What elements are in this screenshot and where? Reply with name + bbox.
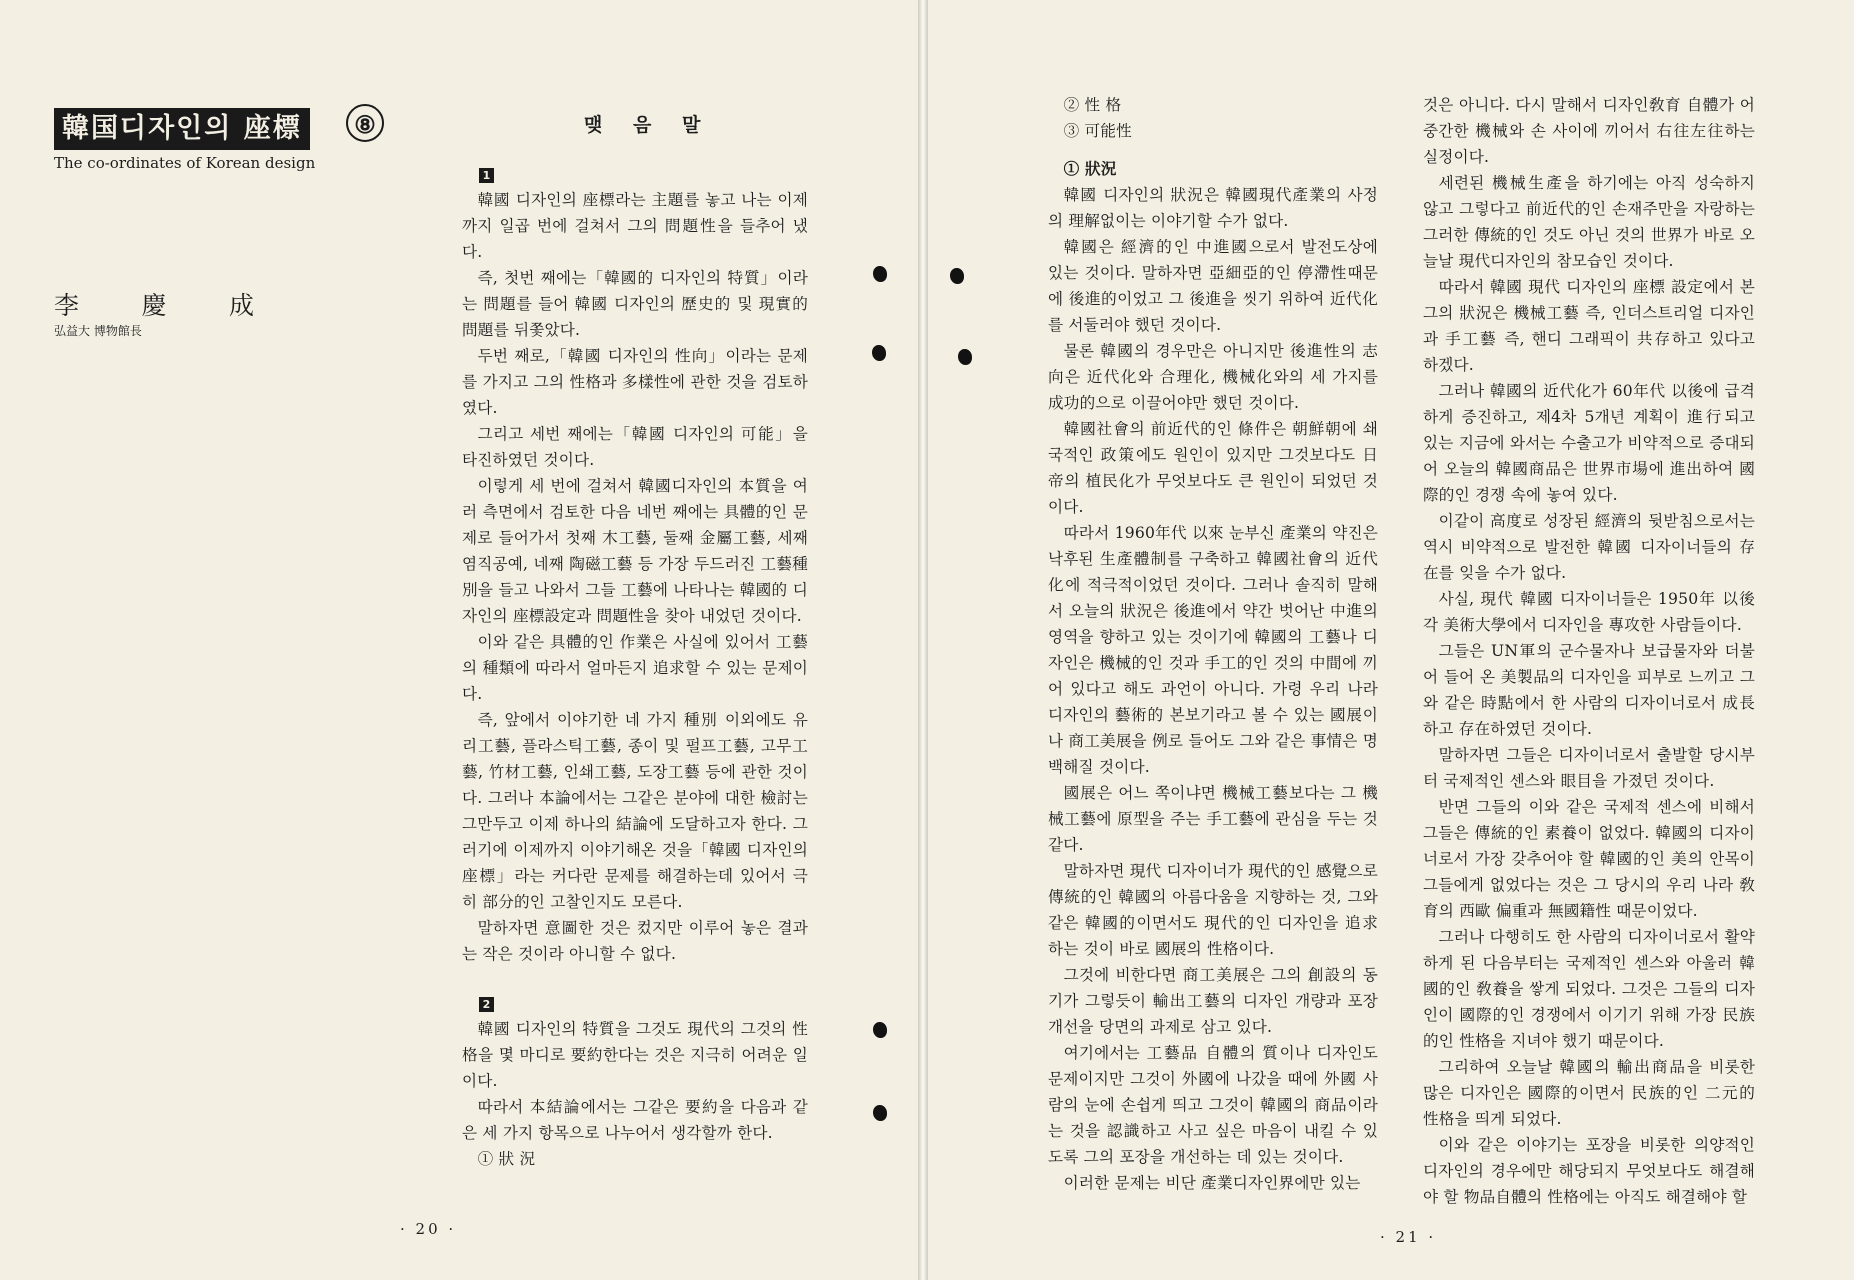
- punch-hole: [958, 349, 972, 365]
- paragraph: 말하자면 意圖한 것은 컸지만 이루어 놓은 결과는 작은 것이라 아니할 수 없다.: [462, 919, 808, 963]
- author-name-char: 李: [54, 291, 80, 320]
- english-subtitle: The co-ordinates of Korean design: [54, 154, 316, 172]
- paragraph: 것은 아니다. 다시 말해서 디자인敎育 自體가 어중간한 機械와 손 사이에 끼어서 右往左往하는 실정이다.: [1423, 96, 1755, 166]
- paragraph: 韓國은 經濟的인 中進國으로서 발전도상에 있는 것이다. 말하자면 亞細亞的인 停滯性때문에 後進的이었고 그 後進을 씻기 위하여 近代化를 서둘러야 했던 것이다.: [1048, 238, 1378, 334]
- subheading: ① 狀況: [1063, 159, 1117, 178]
- paragraph: 이와 같은 이야기는 포장을 비롯한 의양적인 디자인의 경우에만 해당되지 무엇보다도 해결해야 할 物品自體의 性格에는 아직도 해결해야 할: [1423, 1136, 1755, 1206]
- list-item: ② 性 格: [1063, 96, 1122, 114]
- paragraph: 이러한 문제는 비단 產業디자인界에만 있는: [1063, 1174, 1361, 1192]
- punch-hole: [872, 345, 886, 361]
- author-name-char: 成: [228, 291, 254, 320]
- paragraph: 즉, 앞에서 이야기한 네 가지 種別 이외에도 유리工藝, 플라스틱工藝, 종이 및 펄프工藝, 고무工藝, 竹材工藝, 인쇄工藝, 도장工藝 등에 관한 것이다. 그러나 本論에서는 그같은 분야에 대한 檢討는 그만두고 이제 하나의 結論에 도달하고자 한다. 그러기에 이제까지 이야기해온 것을「韓國 디자인의 座標」라는 커다란 문제를 해결하는데 있어서 극히 部分的인 고찰인지도 모른다.: [462, 711, 808, 911]
- paragraph: 여기에서는 工藝品 自體의 質이나 디자인도 문제이지만 그것이 外國에 나갔을 때에 外國 사람의 눈에 손쉽게 띄고 그것이 韓國의 商品이라는 것을 認識하고 사고 싶은 마음이 내킬 수 있도록 그의 포장을 개선하는 데 있는 것이다.: [1048, 1044, 1378, 1166]
- paragraph: 두번 째로,「韓國 디자인의 性向」이라는 문제를 가지고 그의 性格과 多樣性에 관한 것을 검토하였다.: [462, 347, 808, 417]
- paragraph: 세련된 機械生產을 하기에는 아직 성숙하지 않고 그렇다고 前近代的인 손재주만을 자랑하는 그러한 傳統的인 것도 아닌 것의 世界가 바로 오늘날 現代디자인의 참모습인 것이다.: [1423, 174, 1755, 270]
- paragraph: 즉, 첫번 째에는「韓國的 디자인의 特質」이라는 問題를 들어 韓國 디자인의 歷史的 및 現實的 問題를 뒤쫓았다.: [462, 269, 808, 339]
- section-heading: 맺 음 말: [584, 114, 713, 136]
- punch-hole: [873, 266, 887, 282]
- binding-gutter: [918, 0, 928, 1280]
- paragraph: 韓國社會의 前近代的인 條件은 朝鮮朝에 쇄국적인 政策에도 원인이 있지만 그것보다도 日帝의 植民化가 무엇보다도 큰 원인이 되었던 것이다.: [1048, 420, 1378, 516]
- paragraph: 따라서 本結論에서는 그같은 要約을 다음과 같은 세 가지 항목으로 나누어서 생각할까 한다.: [462, 1098, 808, 1142]
- paragraph: 그리고 세번 째에는「韓國 디자인의 可能」을 타진하였던 것이다.: [462, 425, 808, 469]
- left-text-column: [462, 166, 808, 1172]
- paragraph: 사실, 現代 韓國 디자이너들은 1950年 以後 각 美術大學에서 디자인을 專攻한 사람들이다.: [1423, 590, 1755, 634]
- paragraph: 이와 같은 具體的인 作業은 사실에 있어서 工藝의 種類에 따라서 얼마든지 追求할 수 있는 문제이다.: [462, 633, 808, 703]
- paragraph: 그러나 다행히도 한 사람의 디자이너로서 활약하게 된 다음부터는 국제적인 센스와 아울러 韓國的인 敎養을 쌓게 되었다. 그것은 그들의 디자인이 國際的인 경쟁에서 이기기 위해 가장 民族的인 性格을 지녀야 했기 때문이다.: [1423, 928, 1755, 1050]
- paragraph: 반면 그들의 이와 같은 국제적 센스에 비해서 그들은 傳統的인 素養이 없었다. 韓國의 디자이너로서 가장 갖추어야 할 韓國的인 美의 안목이 그들에게 없었다는 것은 그 당시의 우리 나라 敎育의 西歐 偏重과 無國籍性 때문이었다.: [1423, 798, 1755, 920]
- paragraph: 그러나 韓國의 近代化가 60年代 以後에 급격하게 증진하고, 제4차 5개년 계획이 進行되고 있는 지금에 와서는 수출고가 비약적으로 증대되어 오늘의 韓國商品은 世界市場에 進出하여 國際的인 경쟁 속에 놓여 있다.: [1423, 382, 1755, 504]
- author-name-char: 慶: [141, 291, 167, 320]
- punch-hole: [950, 268, 964, 284]
- punch-hole: [873, 1105, 887, 1121]
- paragraph: 말하자면 그들은 디자이너로서 출발할 당시부터 국제적인 센스와 眼目을 가졌던 것이다.: [1423, 746, 1755, 790]
- paragraph: 韓國 디자인의 座標라는 主題를 놓고 나는 이제까지 일곱 번에 걸쳐서 그의 問題性을 들추어 냈다.: [462, 191, 808, 261]
- paragraph: 따라서 1960年代 以來 눈부신 產業의 약진은 낙후된 生產體制를 구축하고 韓國社會의 近代化에 적극적이었던 것이다. 그러나 솔직히 말해서 오늘의 狀況은 後進에서 약간 벗어난 中進의 영역을 향하고 있는 것이기에 韓國의 工藝나 디자인은 機械的인 것과 手工的인 것의 中間에 끼어 있다고 해도 과언이 아니다. 가령 우리 나라 디자인의 藝術的 본보기라고 볼 수 있는 國展이나 商工美展을 例로 들어도 그와 같은 事情은 명백해질 것이다.: [1048, 524, 1378, 776]
- series-number-badge: ⑧: [346, 104, 384, 142]
- left-page: [0, 0, 918, 1280]
- right-text-column-2: [1423, 92, 1755, 1210]
- paragraph: 韓國 디자인의 狀況은 韓國現代產業의 사정의 理解없이는 이야기할 수가 없다.: [1048, 186, 1378, 230]
- paragraph: 그것에 비한다면 商工美展은 그의 創設의 동기가 그렇듯이 輸出工藝의 디자인 개량과 포장 개선을 당면의 과제로 삼고 있다.: [1048, 966, 1378, 1036]
- author-affiliation: 弘益大 博物館長: [54, 324, 142, 338]
- right-text-column-1: [1048, 92, 1378, 1196]
- paragraph: 그들은 UN軍의 군수물자나 보급물자와 더불어 들어 온 美製品의 디자인을 피부로 느끼고 그와 같은 時點에서 한 사람의 디자이너로서 成長하고 存在하였던 것이다.: [1423, 642, 1755, 738]
- section-mark-2: 2: [479, 997, 494, 1012]
- paragraph: 물론 韓國의 경우만은 아니지만 後進性의 志向은 近代化와 合理化, 機械化와의 세 가지를 成功的으로 이끌어야만 했던 것이다.: [1048, 342, 1378, 412]
- list-item: ① 狀 況: [477, 1150, 536, 1168]
- punch-hole: [873, 1022, 887, 1038]
- paragraph: 말하자면 現代 디자이너가 現代的인 感覺으로 傳統的인 韓國의 아름다움을 지향하는 것, 그와 같은 韓國的이면서도 現代的인 디자인을 追求하는 것이 바로 國展의 性格이다.: [1048, 862, 1378, 958]
- paragraph: 國展은 어느 쪽이냐면 機械工藝보다는 그 機械工藝에 原型을 주는 手工藝에 관심을 두는 것 같다.: [1048, 784, 1378, 854]
- paragraph: 따라서 韓國 現代 디자인의 座標 設定에서 본 그의 狀況은 機械工藝 즉, 인더스트리얼 디자인과 手工藝 즉, 핸디 그래픽이 共存하고 있다고 하겠다.: [1423, 278, 1755, 374]
- author-name: [54, 286, 254, 322]
- page-number-left: · 20 ·: [400, 1220, 457, 1238]
- section-mark-1: 1: [479, 168, 494, 183]
- paragraph: 이렇게 세 번에 걸쳐서 韓國디자인의 本質을 여러 측면에서 검토한 다음 네번 째에는 具體的인 문제로 들어가서 첫째 木工藝, 둘째 金屬工藝, 세째 염직공예, 네째 陶磁工藝 등 가장 두드러진 工藝種別을 들고 나와서 그들 工藝에 나타나는 韓國的 디자인의 座標設定과 問題性을 찾아 내었던 것이다.: [462, 477, 808, 625]
- right-page: [928, 0, 1854, 1280]
- paragraph: 그리하여 오늘날 韓國의 輸出商品을 비롯한 많은 디자인은 國際的이면서 民族的인 二元的 性格을 띄게 되었다.: [1423, 1058, 1755, 1128]
- page-number-right: · 21 ·: [1380, 1228, 1437, 1246]
- paragraph: 韓國 디자인의 特質을 그것도 現代의 그것의 性格을 몇 마디로 要約한다는 것은 지극히 어려운 일이다.: [462, 1020, 808, 1090]
- article-title: 韓国디자인의 座標: [54, 108, 310, 150]
- paragraph: 이같이 高度로 성장된 經濟의 뒷받침으로서는 역시 비약적으로 발전한 韓國 디자이너들의 存在를 잊을 수가 없다.: [1423, 512, 1755, 582]
- list-item: ③ 可能性: [1063, 122, 1132, 140]
